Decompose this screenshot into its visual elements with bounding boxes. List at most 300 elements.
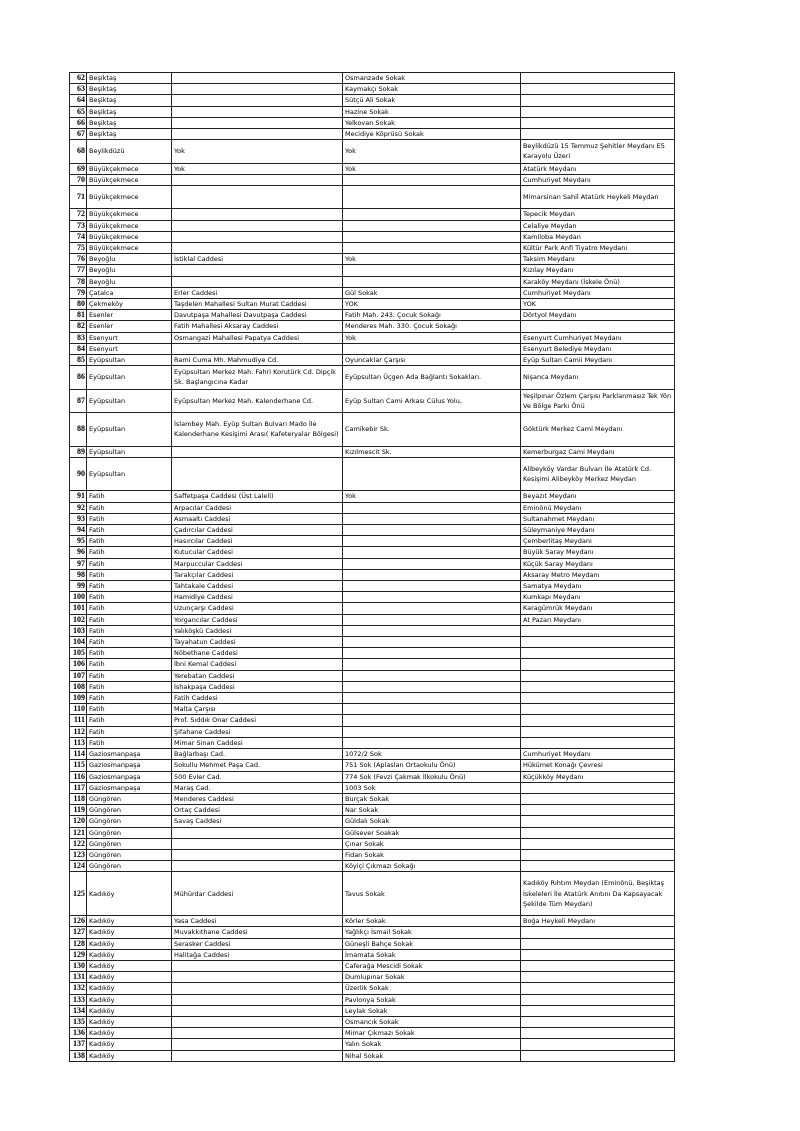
table-row [70, 106, 675, 117]
row-number: 112 [70, 726, 87, 737]
street-secondary-cell: Yelkovan Sokak [343, 117, 521, 128]
street-cell: Yok [172, 140, 343, 163]
district-cell: Kadıköy [87, 938, 172, 949]
row-number: 130 [70, 960, 87, 971]
street-cell [172, 106, 343, 117]
street-secondary-cell [343, 265, 521, 276]
street-secondary-cell [343, 558, 521, 569]
street-secondary-cell: Yok [343, 254, 521, 265]
street-secondary-cell: Nar Sokak [343, 805, 521, 816]
square-cell [521, 95, 675, 106]
district-cell: Büyükçekmece [87, 186, 172, 209]
table-row [70, 355, 675, 366]
table-row [70, 960, 675, 971]
district-cell: Beşiktaş [87, 106, 172, 117]
table-row [70, 243, 675, 254]
row-number: 126 [70, 916, 87, 927]
square-cell: Dörtyol Meydanı [521, 310, 675, 321]
square-cell [521, 321, 675, 332]
street-secondary-cell: Mecidiye Köprüsü Sokak [343, 129, 521, 140]
square-cell: Cumhuriyet Meydanı [521, 749, 675, 760]
street-secondary-cell [343, 670, 521, 681]
street-cell [172, 343, 343, 354]
district-cell: Eyüpsultan [87, 457, 172, 491]
street-cell: Mimar Sinan Caddesi [172, 737, 343, 748]
locations-table-body [70, 73, 675, 1062]
row-number: 87 [70, 389, 87, 412]
district-cell: Fatih [87, 726, 172, 737]
row-number: 95 [70, 536, 87, 547]
row-number: 78 [70, 276, 87, 287]
table-row [70, 715, 675, 726]
table-row [70, 849, 675, 860]
street-cell: Kutucular Caddesi [172, 547, 343, 558]
district-cell: Beşiktaş [87, 84, 172, 95]
table-row [70, 760, 675, 771]
street-cell: 500 Evler Cad. [172, 771, 343, 782]
row-number: 134 [70, 1005, 87, 1016]
street-cell: Yerebatan Caddesi [172, 670, 343, 681]
district-cell: Güngören [87, 849, 172, 860]
table-row [70, 299, 675, 310]
street-cell: Osmangazi Mahallesi Papatya Caddesi [172, 332, 343, 343]
row-number: 102 [70, 614, 87, 625]
square-cell [521, 693, 675, 704]
row-number: 118 [70, 793, 87, 804]
table-row [70, 614, 675, 625]
table-row [70, 625, 675, 636]
square-cell: Atatürk Meydanı [521, 163, 675, 174]
street-secondary-cell [343, 625, 521, 636]
square-cell [521, 1039, 675, 1050]
row-number: 99 [70, 581, 87, 592]
district-cell: Fatih [87, 670, 172, 681]
district-cell: Fatih [87, 648, 172, 659]
street-cell [172, 220, 343, 231]
street-cell: Ortaç Caddesi [172, 805, 343, 816]
district-cell: Fatih [87, 603, 172, 614]
table-row [70, 793, 675, 804]
square-cell [521, 637, 675, 648]
district-cell: Eyüpsultan [87, 446, 172, 457]
street-cell: Çadırcılar Caddesi [172, 525, 343, 536]
table-row [70, 938, 675, 949]
square-cell [521, 84, 675, 95]
row-number: 82 [70, 321, 87, 332]
street-secondary-cell [343, 693, 521, 704]
table-row [70, 209, 675, 220]
street-secondary-cell: Leylak Sokak [343, 1005, 521, 1016]
table-row [70, 569, 675, 580]
street-secondary-cell: Kızılmescit Sk. [343, 446, 521, 457]
table-row [70, 749, 675, 760]
square-cell [521, 715, 675, 726]
district-cell: Fatih [87, 536, 172, 547]
street-cell: Menderes Caddesi [172, 793, 343, 804]
table-row [70, 805, 675, 816]
street-secondary-cell [343, 343, 521, 354]
square-cell [521, 849, 675, 860]
street-secondary-cell: Yalın Sokak [343, 1039, 521, 1050]
row-number: 67 [70, 129, 87, 140]
table-row [70, 186, 675, 209]
district-cell: Fatih [87, 693, 172, 704]
table-row [70, 838, 675, 849]
district-cell: Esenler [87, 310, 172, 321]
street-cell: Halitağa Caddesi [172, 949, 343, 960]
row-number: 65 [70, 106, 87, 117]
table-row [70, 603, 675, 614]
table-row [70, 446, 675, 457]
square-cell: Büyük Saray Meydanı [521, 547, 675, 558]
square-cell [521, 793, 675, 804]
table-row [70, 525, 675, 536]
street-cell: Marpuccular Caddesi [172, 558, 343, 569]
district-cell: Beşiktaş [87, 129, 172, 140]
street-secondary-cell: 774 Sok (Fevzi Çakmak İlkokulu Önü) [343, 771, 521, 782]
table-row [70, 231, 675, 242]
street-cell [172, 243, 343, 254]
square-cell: Beyazıt Meydanı [521, 491, 675, 502]
table-row [70, 491, 675, 502]
street-cell: Taşdelen Mahallesi Sultan Murat Caddesi [172, 299, 343, 310]
row-number: 94 [70, 525, 87, 536]
street-secondary-cell [343, 715, 521, 726]
square-cell [521, 1050, 675, 1061]
street-cell: Eyüpsultan Merkez Mah. Kalenderhane Cd. [172, 389, 343, 412]
district-cell: Güngören [87, 861, 172, 872]
table-row [70, 726, 675, 737]
street-cell: Mühürdar Caddesi [172, 872, 343, 916]
table-row [70, 389, 675, 412]
district-cell: Fatih [87, 737, 172, 748]
district-cell: Fatih [87, 525, 172, 536]
street-cell: Uzunçarşı Caddesi [172, 603, 343, 614]
row-number: 127 [70, 927, 87, 938]
district-cell: Kadıköy [87, 983, 172, 994]
street-cell: Davutpaşa Mahallesi Davutpaşa Caddesi [172, 310, 343, 321]
row-number: 75 [70, 243, 87, 254]
district-cell: Gaziosmanpaşa [87, 749, 172, 760]
street-secondary-cell [343, 603, 521, 614]
street-secondary-cell: Pavlonya Sokak [343, 994, 521, 1005]
street-cell: Fatih Mahallesi Aksaray Caddesi [172, 321, 343, 332]
street-cell: Prof. Sıddık Onar Caddesi [172, 715, 343, 726]
street-secondary-cell: Tavus Sokak [343, 872, 521, 916]
district-cell: Fatih [87, 491, 172, 502]
table-row [70, 310, 675, 321]
square-cell [521, 805, 675, 816]
street-secondary-cell: Oyuncaklar Çarşısı [343, 355, 521, 366]
square-cell [521, 726, 675, 737]
square-cell [521, 129, 675, 140]
row-number: 93 [70, 513, 87, 524]
row-number: 81 [70, 310, 87, 321]
street-cell: Sokullu Mehmet Paşa Cad. [172, 760, 343, 771]
street-cell [172, 265, 343, 276]
row-number: 85 [70, 355, 87, 366]
district-cell: Beylikdüzü [87, 140, 172, 163]
street-cell: İslambey Mah. Eyüp Sultan Bulvarı Mado İle Kalenderhane Kesişimi Arası( Kafeteryalar Bölgesi) [172, 413, 343, 447]
row-number: 115 [70, 760, 87, 771]
district-cell: Fatih [87, 592, 172, 603]
street-cell: Malta Çarşısı [172, 704, 343, 715]
district-cell: Büyükçekmece [87, 220, 172, 231]
street-cell [172, 827, 343, 838]
district-cell: Kadıköy [87, 994, 172, 1005]
street-cell: Tahtakale Caddesi [172, 581, 343, 592]
row-number: 123 [70, 849, 87, 860]
street-secondary-cell: Dumlupınar Sokak [343, 972, 521, 983]
street-cell [172, 457, 343, 491]
row-number: 79 [70, 287, 87, 298]
street-cell: Saffetpaşa Caddesi (Üst Laleli) [172, 491, 343, 502]
street-cell: Eyüpsultan Merkez Mah. Fahri Korutürk Cd. Dipçik Sk. Başlangıcına Kadar [172, 366, 343, 389]
table-row [70, 536, 675, 547]
street-cell: Maraş Cad. [172, 782, 343, 793]
row-number: 80 [70, 299, 87, 310]
street-secondary-cell: Sütçü Ali Sokak [343, 95, 521, 106]
table-row [70, 73, 675, 84]
square-cell: Karagümrük Meydanı [521, 603, 675, 614]
row-number: 91 [70, 491, 87, 502]
street-secondary-cell: Osmanzade Sokak [343, 73, 521, 84]
district-cell: Fatih [87, 581, 172, 592]
square-cell: Küçükköy Meydanı [521, 771, 675, 782]
table-row [70, 117, 675, 128]
district-cell: Büyükçekmece [87, 231, 172, 242]
square-cell [521, 983, 675, 994]
square-cell: Sultanahmet Meydanı [521, 513, 675, 524]
district-cell: Çekmeköy [87, 299, 172, 310]
street-cell [172, 117, 343, 128]
row-number: 97 [70, 558, 87, 569]
square-cell [521, 106, 675, 117]
street-secondary-cell: Menderes Mah. 330. Çocuk Sokağı [343, 321, 521, 332]
locations-table [69, 72, 675, 1062]
street-cell: Hasırcılar Caddesi [172, 536, 343, 547]
street-cell [172, 276, 343, 287]
row-number: 89 [70, 446, 87, 457]
square-cell [521, 782, 675, 793]
square-cell: Hükümet Konağı Çevresi [521, 760, 675, 771]
street-cell [172, 972, 343, 983]
street-secondary-cell: Mimar Çıkmazı Sokak [343, 1028, 521, 1039]
district-cell: Fatih [87, 614, 172, 625]
street-secondary-cell [343, 231, 521, 242]
row-number: 117 [70, 782, 87, 793]
row-number: 120 [70, 816, 87, 827]
square-cell [521, 1005, 675, 1016]
row-number: 72 [70, 209, 87, 220]
street-secondary-cell [343, 186, 521, 209]
district-cell: Eyüpsultan [87, 389, 172, 412]
district-cell: Beyoğlu [87, 254, 172, 265]
square-cell [521, 816, 675, 827]
street-secondary-cell: Yok [343, 332, 521, 343]
district-cell: Fatih [87, 569, 172, 580]
square-cell: Kızılay Meydanı [521, 265, 675, 276]
row-number: 121 [70, 827, 87, 838]
street-secondary-cell: Burçak Sokak [343, 793, 521, 804]
district-cell: Esenler [87, 321, 172, 332]
street-cell [172, 209, 343, 220]
table-row [70, 254, 675, 265]
street-cell [172, 960, 343, 971]
square-cell [521, 117, 675, 128]
table-row [70, 332, 675, 343]
table-row [70, 1005, 675, 1016]
street-cell: Tayahatun Caddesi [172, 637, 343, 648]
district-cell: Kadıköy [87, 1039, 172, 1050]
street-cell [172, 129, 343, 140]
street-cell [172, 231, 343, 242]
row-number: 92 [70, 502, 87, 513]
square-cell: Eminönü Meydanı [521, 502, 675, 513]
street-secondary-cell: 751 Sok (Aplaslan Ortaokulu Önü) [343, 760, 521, 771]
table-row [70, 366, 675, 389]
table-row [70, 861, 675, 872]
street-cell: Rami Cuma Mh. Mahmudiye Cd. [172, 355, 343, 366]
street-cell: Asmaaltı Caddesi [172, 513, 343, 524]
table-row [70, 659, 675, 670]
row-number: 62 [70, 73, 87, 84]
square-cell: Çemberlitaş Meydanı [521, 536, 675, 547]
square-cell: Aksaray Metro Meydanı [521, 569, 675, 580]
district-cell: Kadıköy [87, 1016, 172, 1027]
row-number: 125 [70, 872, 87, 916]
district-cell: Güngören [87, 816, 172, 827]
row-number: 88 [70, 413, 87, 447]
district-cell: Fatih [87, 513, 172, 524]
street-secondary-cell: Yok [343, 491, 521, 502]
street-cell [172, 994, 343, 1005]
street-cell: İstiklal Caddesi [172, 254, 343, 265]
square-cell [521, 670, 675, 681]
district-cell: Büyükçekmece [87, 163, 172, 174]
district-cell: Büyükçekmece [87, 209, 172, 220]
street-cell: Savaş Caddesi [172, 816, 343, 827]
district-cell: Güngören [87, 827, 172, 838]
row-number: 124 [70, 861, 87, 872]
square-cell: Kadıköy Rıhtım Meydan (Eminönü, Beşiktaş İskeleleri İle Atatürk Anıtını Da Kapsayacak Şekilde Tüm Meydan) [521, 872, 675, 916]
district-cell: Kadıköy [87, 1050, 172, 1061]
district-cell: Fatih [87, 547, 172, 558]
row-number: 133 [70, 994, 87, 1005]
table-row [70, 502, 675, 513]
district-cell: Kadıköy [87, 916, 172, 927]
square-cell: Esenyurt Belediye Meydanı [521, 343, 675, 354]
square-cell: Nişanca Meydanı [521, 366, 675, 389]
square-cell: Celaliye Meydan [521, 220, 675, 231]
table-row [70, 693, 675, 704]
table-row [70, 670, 675, 681]
street-secondary-cell: YOK [343, 299, 521, 310]
street-cell [172, 1016, 343, 1027]
table-row [70, 558, 675, 569]
street-secondary-cell: Eyüp Sultan Cami Arkası Cülus Yolu, [343, 389, 521, 412]
square-cell [521, 949, 675, 960]
street-secondary-cell [343, 637, 521, 648]
district-cell: Beşiktaş [87, 73, 172, 84]
street-secondary-cell [343, 726, 521, 737]
row-number: 132 [70, 983, 87, 994]
district-cell: Fatih [87, 681, 172, 692]
row-number: 74 [70, 231, 87, 242]
district-cell: Büyükçekmece [87, 174, 172, 185]
street-secondary-cell [343, 648, 521, 659]
street-cell: Fatih Caddesi [172, 693, 343, 704]
row-number: 83 [70, 332, 87, 343]
row-number: 107 [70, 670, 87, 681]
row-number: 68 [70, 140, 87, 163]
street-cell: İshakpaşa Caddesi [172, 681, 343, 692]
district-cell: Fatih [87, 659, 172, 670]
square-cell [521, 972, 675, 983]
district-cell: Eyüpsultan [87, 355, 172, 366]
row-number: 90 [70, 457, 87, 491]
street-secondary-cell: Güneşli Bahçe Sokak [343, 938, 521, 949]
street-secondary-cell: Nihal Sokak [343, 1050, 521, 1061]
table-row [70, 174, 675, 185]
row-number: 63 [70, 84, 87, 95]
street-secondary-cell [343, 276, 521, 287]
square-cell: Kamiloba Meydan [521, 231, 675, 242]
street-cell [172, 849, 343, 860]
square-cell: YOK [521, 299, 675, 310]
square-cell: Yeşilpınar Özlem Çarşısı Parklanmasız Tek Yön Ve Bölge Parkı Önü [521, 389, 675, 412]
row-number: 70 [70, 174, 87, 185]
street-secondary-cell [343, 209, 521, 220]
table-row [70, 140, 675, 163]
row-number: 110 [70, 704, 87, 715]
district-cell: Eyüpsultan [87, 366, 172, 389]
district-cell: Fatih [87, 637, 172, 648]
table-row [70, 581, 675, 592]
square-cell: Boğa Heykeli Meydanı [521, 916, 675, 927]
street-secondary-cell: Gülsever Soakak [343, 827, 521, 838]
square-cell [521, 737, 675, 748]
square-cell: Alibeyköy Vardar Bulvarı İle Atatürk Cd. Kesişimi Alibeyköy Merkez Meydan [521, 457, 675, 491]
table-row [70, 1016, 675, 1027]
square-cell: Kültür Park Anfi Tiyatro Meydanı [521, 243, 675, 254]
row-number: 119 [70, 805, 87, 816]
row-number: 114 [70, 749, 87, 760]
street-secondary-cell: İmamata Sokak [343, 949, 521, 960]
table-row [70, 994, 675, 1005]
street-secondary-cell [343, 569, 521, 580]
street-secondary-cell [343, 592, 521, 603]
street-secondary-cell: Köyiçi Çıkmazı Sokağı [343, 861, 521, 872]
street-secondary-cell: Hazine Sokak [343, 106, 521, 117]
square-cell [521, 1028, 675, 1039]
square-cell [521, 73, 675, 84]
table-row [70, 220, 675, 231]
row-number: 64 [70, 95, 87, 106]
street-secondary-cell [343, 243, 521, 254]
square-cell [521, 838, 675, 849]
street-cell [172, 174, 343, 185]
street-secondary-cell: Gül Sokak [343, 287, 521, 298]
street-cell: Yorgancılar Caddesi [172, 614, 343, 625]
table-row [70, 972, 675, 983]
row-number: 66 [70, 117, 87, 128]
square-cell: Eyüp Sultan Camii Meydanı [521, 355, 675, 366]
row-number: 136 [70, 1028, 87, 1039]
street-secondary-cell: 1003 Sok [343, 782, 521, 793]
table-row [70, 782, 675, 793]
street-cell [172, 73, 343, 84]
